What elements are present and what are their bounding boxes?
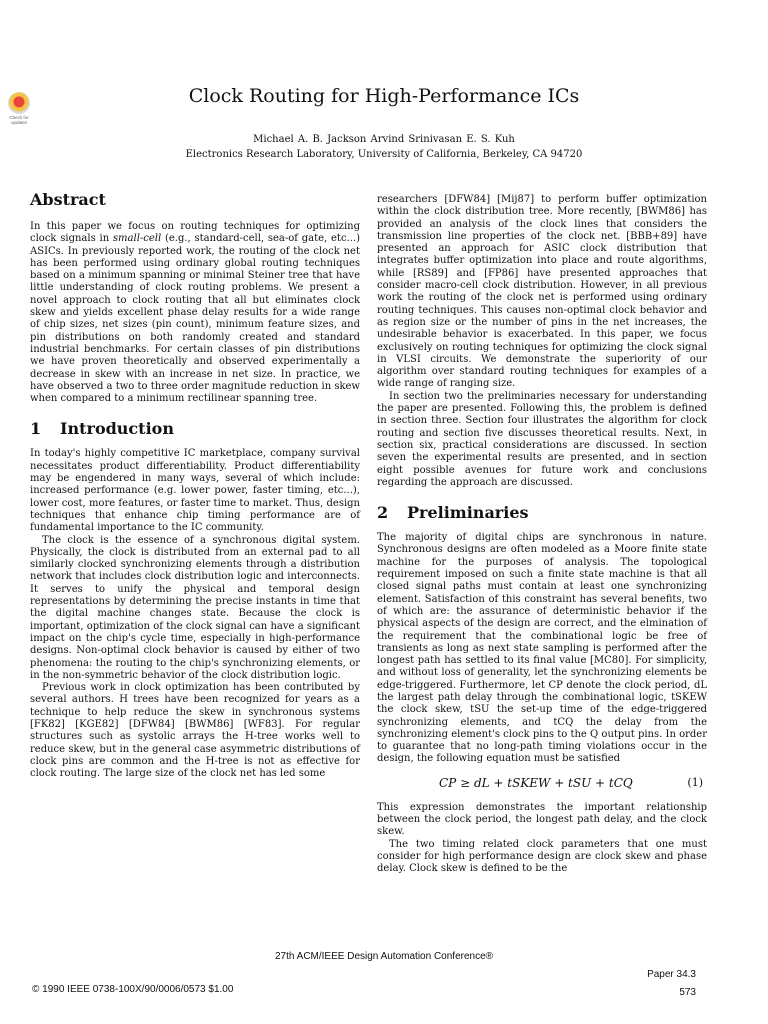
intro-paragraph-2: The clock is the essence of a synchronous digital system. Physically, the clock is distributed from an external pad to all similarly clocked synchronizing elements through a distribution network that includes clock distribution logic and interconnects. It serves to unify the physical and temporal design representations by determining the precise instants in time that the digital machine changes state. Because the clock is important, optimization of the clock signal can have a significant impact on the chip's cycle time, especially in high-performance designs. Non-optimal clock behavior is caused by either of two phenomena: the routing to the chip's synchronizing elements, or in the non-symmetric behavior of the clock distribution logic.: [30, 534, 360, 681]
check-for-updates-label: Check for updates: [9, 115, 29, 125]
paper-number-footer: [647, 966, 696, 1002]
intro-paragraph-1: In today's highly competitive IC marketplace, company survival necessitates product differentiability. Product differentiability may be engendered in many ways, several of which include: increased performance (e.g. lower power, faster timing, etc...), lower cost, more features, or faster time to market. Thus, design techniques that enhance chip timing performance are of fundamental importance to the IC community.: [30, 448, 360, 534]
copyright-footer: © 1990 IEEE 0738-100X/90/0006/0573 $1.00: [32, 984, 234, 995]
right-column: [377, 194, 707, 876]
paper-title: Clock Routing for High-Performance ICs: [188, 85, 580, 107]
preliminaries-heading: 2 Preliminaries: [377, 503, 529, 523]
intro-paragraph-4: researchers [DFW84] [Mij87] to perform buffer optimization within the clock distribution tree. More recently, [BWM86] has provided an analysis of the clock lines that considers the transmission line properties of the clock net. [BBB+89] have presented an approach for ASIC clock distribution that integrates buffer optimization into place and route algorithms, while [RS89] and [FP86] have presented approaches that consider macro-cell clock distribution. However, in all previous work the routing of the clock net is performed using ordinary routing techniques. This causes non-optimal clock behavior and as region size or the number of pins in the net increases, the undesirable behavior is exacerbated. In this paper, we focus exclusively on routing techniques for optimizing the clock signal in VLSI circuits. We demonstrate the superiority of our algorithm over standard routing techniques for examples of a wide range of ranging size.: [377, 194, 707, 390]
preliminaries-paragraph-3: The two timing related clock parameters that one must consider for high performance design are clock skew and phase delay. Clock skew is defined to be the: [377, 838, 707, 875]
preliminaries-paragraph-2: This expression demonstrates the important relationship between the clock period, the longest path delay, and the clock skew.: [377, 801, 707, 838]
abstract-text: In this paper we focus on routing techniques for optimizing clock signals in small-cell (e.g., standard-cell, sea-of gate, etc...) ASICs. In previously reported work, the routing of the clock net has been performed using ordinary global routing techniques based on a minimum spanning or minimal Steiner tree that have little understanding of clock routing problems. We present a novel approach to clock routing that all but eliminates clock skew and yields excellent phase delay results for a wide range of chip sizes, net sizes (pin count), minimum feature sizes, and pin distributions on both randomly created and standard industrial benchmarks. For certain classes of pin distributions we have proven theoretically and observed experimentally a decrease in skew with an increase in net size. In practice, we have observed a two to three order magnitude reduction in skew when compared to a minimum rectilinear spanning tree.: [30, 221, 360, 405]
left-column: [30, 190, 360, 780]
paper-authors: Michael A. B. Jackson Arvind Srinivasan E. S. Kuh: [253, 134, 515, 145]
equation-body: CP ≥ dL + tSKEW + tSU + tCQ: [439, 775, 633, 790]
paper-affiliation: Electronics Research Laboratory, University of California, Berkeley, CA 94720: [185, 149, 583, 160]
page-number: 573: [679, 987, 696, 998]
preliminaries-paragraph-1: The majority of digital chips are synchronous in nature. Synchronous designs are often modeled as a Moore finite state machine for the purposes of analysis. The topological requirement imposed on such a finite state machine is that all closed signal paths must contain at least one synchronizing element. Satisfaction of this constraint has several benefits, two of which are: the assurance of deterministic behavior if the physical aspects of the design are correct, and the elmination of the requirement that the combinational logic be free of transients as long as next state sampling is performed after the longest path has settled to its final value [MC80]. For simplicity, and without loss of generality, let the synchronizing elements be edge-triggered. Furthermore, let CP denote the clock period, dL the largest path delay through the combinational logic, tSKEW the clock skew, tSU the set-up time of the edge-triggered synchronizing elements, and tCQ the delay from the synchronizing element's clock pins to the Q output pins. In order to guarantee that no long-path timing violations occur in the design, the following equation must be satisfied: [377, 532, 707, 765]
abstract-heading: Abstract: [30, 190, 106, 209]
conference-footer: 27th ACM/IEEE Design Automation Conference®: [274, 951, 494, 962]
paper-number: Paper 34.3: [647, 969, 696, 980]
intro-heading: 1 Introduction: [30, 419, 174, 439]
equation-1: [377, 776, 707, 790]
intro-paragraph-3: Previous work in clock optimization has been contributed by several authors. H trees have been recognized for years as a technique to help reduce the skew in synchronous systems [FK82] [KGE82] [DFW84] [BWM86] [WF83]. For regular structures such as systolic arrays the H-tree works well to reduce skew, but in the general case asymmetric distributions of clock pins are common and the H-tree is not as effective for clock routing. The large size of the clock net has led some: [30, 682, 360, 780]
equation-number: (1): [687, 776, 703, 790]
intro-paragraph-5: In section two the preliminaries necessary for understanding the paper are presented. Following this, the problem is defined in section three. Section four illustrates the algorithm for clock routing and section five discusses theoretical results. Next, in section six, practical considerations are discussed. In section seven the experimental results are presented, and in section eight possible avenues for future work and conclusions regarding the approach are discussed.: [377, 390, 707, 488]
